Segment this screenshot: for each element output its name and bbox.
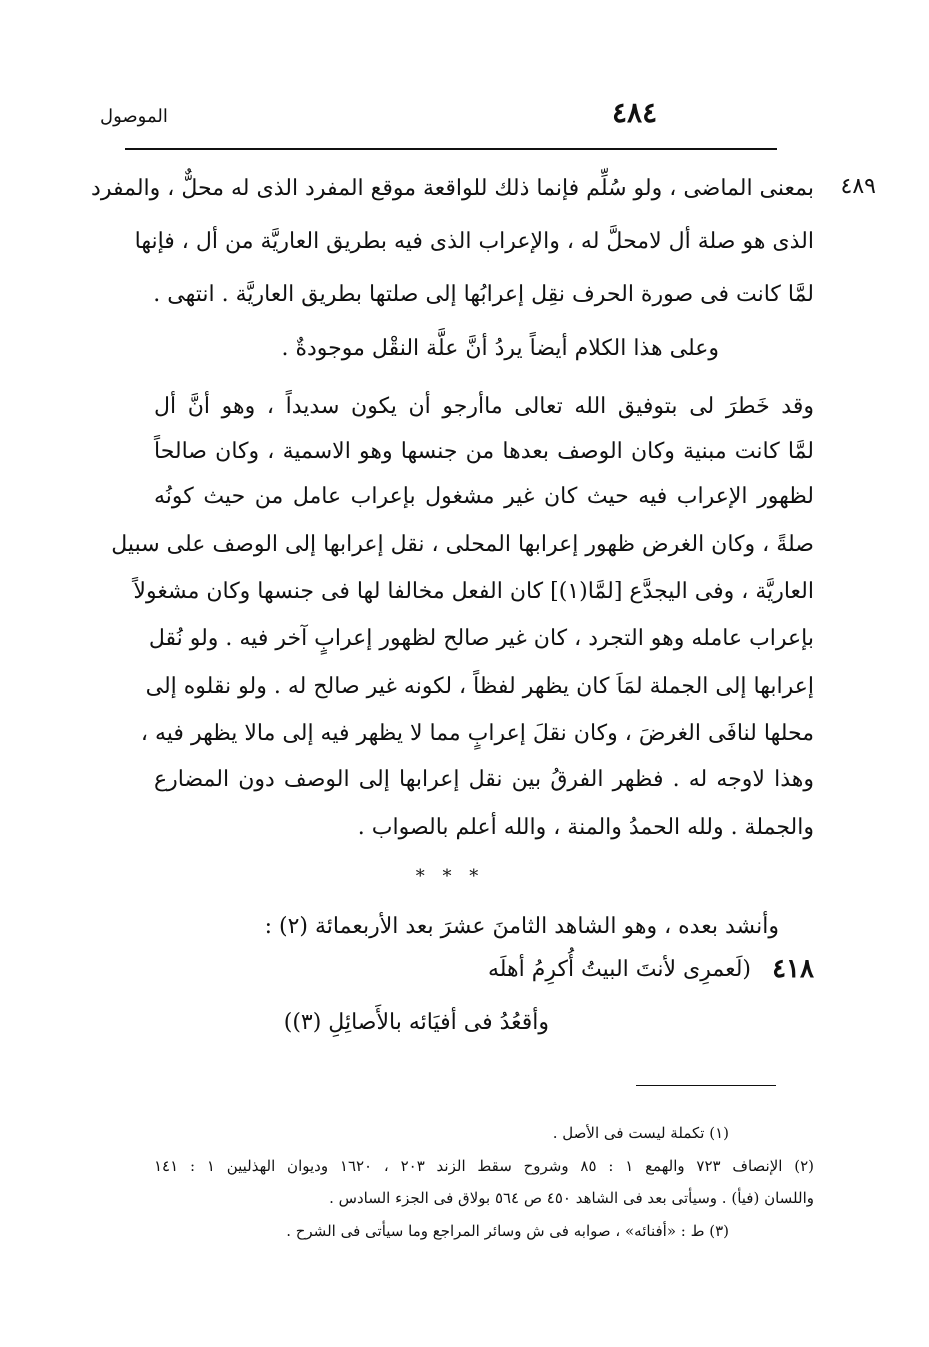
body-line: وقد خَطرَ لى بتوفيق الله تعالى ماأرجو أن يكون سديداً ، وهو أنَّ أل [154,394,814,419]
verse-first-hemistich: (لَعمرِى لأنتَ البيتُ أُكرِمُ أهلَه [487,957,751,982]
header-rule [125,148,777,150]
body-line: محلها لنافَى الغرضَ ، وكان نقلَ إعرابٍ مما لا يظهر فيه إلى مالا يظهر فيه ، [140,721,814,746]
body-line: وهذا لاوجه له . فظهر الفرقُ بين نقل إعرابها إلى الوصف دون المضارع [154,767,814,792]
margin-page-reference: ٤٨٩ [840,174,876,199]
footnote: (٢) الإنصاف ٧٢٣ والهمع ١ : ٨٥ وشروح سقط الزند ٢٠٣ ، ١٦٢٠ وديوان الهذليين ١ : ١٤١ [154,1157,814,1175]
verse-number: ٤١٨ [772,954,814,984]
page-number: ٤٨٤ [612,96,658,129]
body-line: لمَّا كانت فى صورة الحرف نقِل إعرابُها إلى صلتها بطريق العاريَّة . انتهى . [153,282,814,307]
chapter-title: الموصول [100,106,168,127]
body-line: الذى هو صلة أل لامحلَّ له ، والإعراب الذى فيه بطريق العاريَّة من أل ، فإنها [134,229,814,254]
body-line: والجملة . ولله الحمدُ والمنة ، والله أعلم بالصواب . [357,815,814,840]
body-line: العاريَّة ، وفى اليجدَّع [لمَّا(١)] كان الفعل مخالفا لها فى جنسها وكان مشغولاً [133,579,814,604]
body-line: بإعراب عامله وهو التجرد ، كان غير صالح لظهور إعرابٍ آخر فيه . ولو نُقل [148,626,814,651]
verse-intro: وأنشد بعده ، وهو الشاهد الثامنَ عشرَ بعد الأربعمائة (٢) : [264,914,779,939]
body-line: صلةً ، وكان الغرض ظهور إعرابها المحلى ، نقل إعرابها إلى الوصف على سبيل [111,532,814,557]
body-line: لظهور الإعراب فيه حيث كان غير مشغول بإعراب عامل من حيث كونُه [154,484,814,509]
body-line: بمعنى الماضى ، ولو سُلِّم فإنما ذلك للواقعة موقع المفرد الذى له محلٌّ ، والمفرد [91,176,814,201]
verse-second-hemistich: وأقعُدُ فى أفيَائه بالأَصائِلِ (٣)) [283,1010,549,1035]
footnote-rule [636,1085,776,1086]
footnote: (١) تكملة ليست فى الأصل . [552,1124,729,1142]
body-line: وعلى هذا الكلام أيضاً يردُ أنَّ علَّة النقْل موجودةٌ . [281,336,719,361]
section-separator: * * * [415,866,485,887]
body-line: إعرابها إلى الجملة لمَاَ كان يظهر لفظاً ، لكونه غير صالح له . ولو نقلوه إلى [145,674,814,699]
body-line: لمَّا كانت مبنية وكان الوصف بعدها من جنسها وهو الاسمية ، وكان صالحاً [154,439,814,464]
footnote: (٣) ط : «أفنائه» ، صوابه فى ش وسائر المراجع وما سيأتى فى الشرح . [286,1222,729,1240]
footnote: واللسان (فيأ) . وسيأتى بعد فى الشاهد ٤٥٠ ص ٥٦٤ بولاق فى الجزء السادس . [329,1189,814,1207]
